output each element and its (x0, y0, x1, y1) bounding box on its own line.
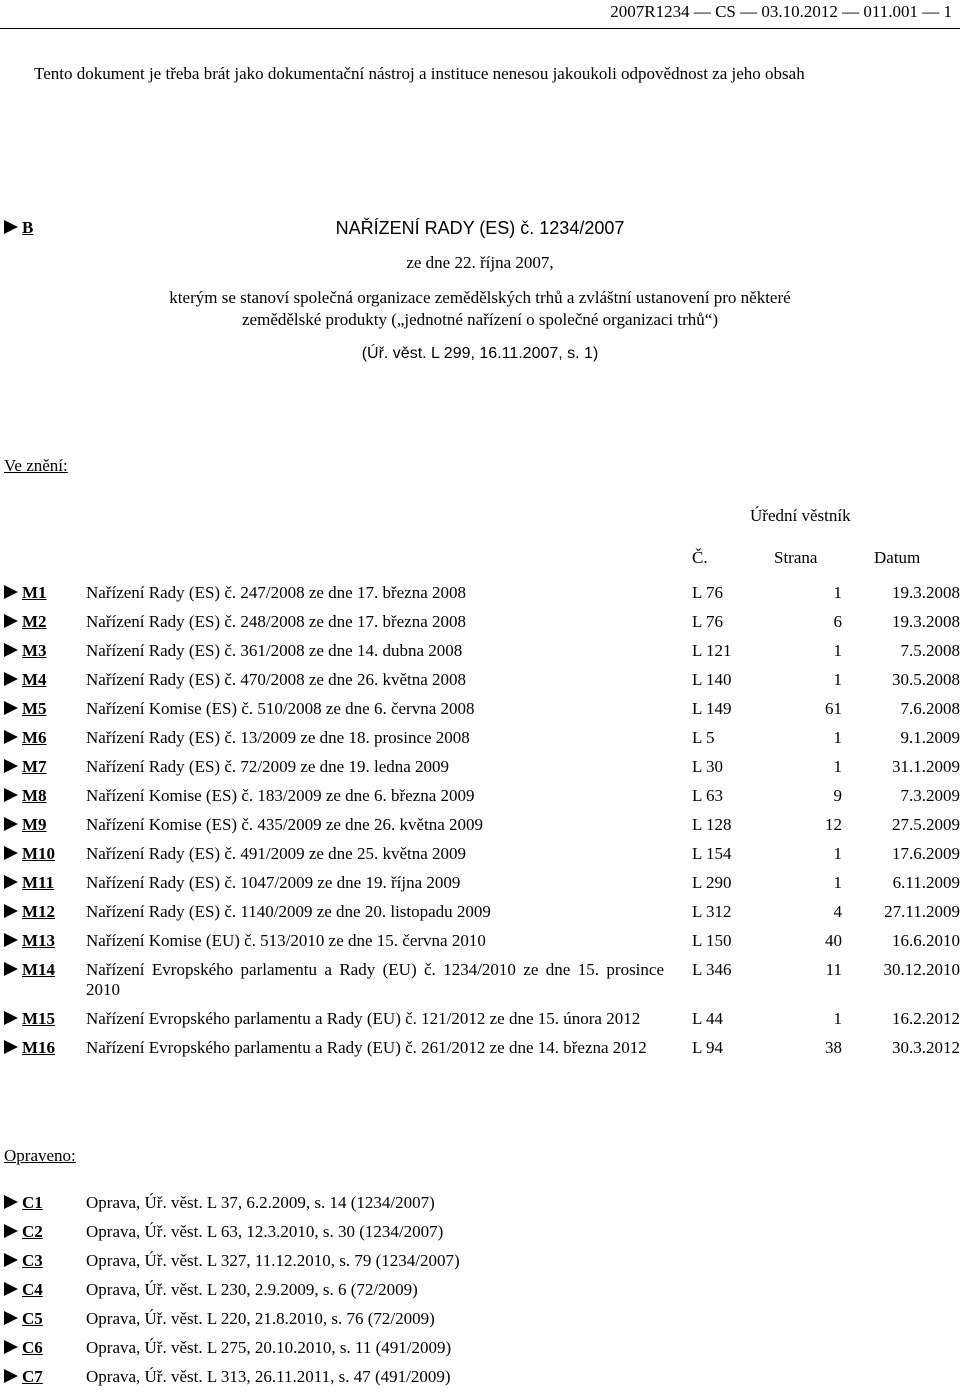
col-header-page: Strana (774, 548, 818, 567)
amendment-oj-number: L 312 (692, 902, 732, 921)
act-date: ze dne 22. října 2007, (406, 253, 554, 272)
disclaimer: Tento dokument je třeba brát jako dokumentační nástroj a instituce nenesou jakoukoli odpovědnost za jeho obsah (34, 64, 805, 83)
amendment-row (4, 815, 960, 844)
amendment-row (4, 786, 960, 815)
marker-code[interactable]: B (22, 218, 34, 237)
correction-marker[interactable] (4, 1367, 86, 1396)
amendment-description: Nařízení Rady (ES) č. 247/2008 ze dne 17. března 2008 (86, 583, 467, 602)
correction-row (4, 1280, 460, 1309)
amendment-marker[interactable] (4, 612, 86, 641)
triangle-icon (4, 1311, 18, 1325)
document-code: 2007R1234 — CS — 03.10.2012 — 011.001 — 1 (610, 2, 952, 21)
amendment-oj-number: L 63 (692, 786, 724, 805)
correction-text: Oprava, Úř. věst. L 275, 20.10.2010, s. 11 (491/2009) (86, 1338, 452, 1357)
amendment-oj-number: L 121 (692, 641, 732, 660)
corrections-table (4, 1193, 460, 1396)
amendment-oj-number: L 140 (692, 670, 732, 689)
amendment-oj-number: L 149 (692, 699, 732, 718)
amendment-code[interactable]: M5 (22, 699, 47, 718)
amendment-marker[interactable] (4, 931, 86, 960)
amendment-row (4, 612, 960, 641)
amendment-marker[interactable] (4, 670, 86, 699)
correction-marker[interactable] (4, 1338, 86, 1367)
amendment-oj-number: L 44 (692, 1009, 724, 1028)
amendment-row (4, 641, 960, 670)
amendment-date: 6.11.2009 (892, 873, 960, 892)
correction-text: Oprava, Úř. věst. L 230, 2.9.2009, s. 6 (72/2009) (86, 1280, 418, 1299)
triangle-icon (4, 875, 18, 889)
correction-text: Oprava, Úř. věst. L 327, 11.12.2010, s. 79 (1234/2007) (86, 1251, 460, 1270)
amendment-row (4, 583, 960, 612)
amendment-row (4, 873, 960, 902)
amendment-page: 1 (833, 844, 842, 863)
amendment-row (4, 1038, 960, 1067)
amendment-code[interactable]: M12 (22, 902, 56, 921)
correction-row (4, 1251, 460, 1280)
correction-code[interactable]: C7 (22, 1367, 43, 1386)
correction-text: Oprava, Úř. věst. L 313, 26.11.2011, s. 47 (491/2009) (86, 1367, 451, 1386)
correction-code[interactable]: C5 (22, 1309, 43, 1328)
correction-code[interactable]: C1 (22, 1193, 43, 1212)
amendments-table (4, 583, 960, 1067)
amended-label: Ve znění: (4, 456, 68, 475)
amendment-row (4, 931, 960, 960)
amendment-description: Nařízení Rady (ES) č. 248/2008 ze dne 17. března 2008 (86, 612, 467, 631)
amendment-description: Nařízení Evropského parlamentu a Rady (EU) č. 261/2012 ze dne 14. března 2012 (86, 1038, 647, 1057)
amendment-oj-number: L 128 (692, 815, 732, 834)
amendment-description: Nařízení Komise (ES) č. 510/2008 ze dne 6. června 2008 (86, 699, 475, 718)
amendment-description: Nařízení Komise (ES) č. 183/2009 ze dne 6. března 2009 (86, 786, 475, 805)
amendment-page: 1 (833, 728, 842, 747)
correction-marker[interactable] (4, 1193, 86, 1222)
amendment-description: Nařízení Evropského parlamentu a Rady (EU) č. 1234/2010 ze dne 15. prosince 2010 (86, 960, 664, 999)
amendment-code[interactable]: M13 (22, 931, 56, 950)
amendment-marker[interactable] (4, 960, 86, 1009)
amendment-oj-number: L 5 (692, 728, 715, 747)
amendment-page: 1 (833, 670, 842, 689)
triangle-icon (4, 1040, 18, 1054)
amendment-row (4, 1009, 960, 1038)
amendment-marker[interactable] (4, 641, 86, 670)
amendment-row (4, 699, 960, 728)
amendment-page: 1 (833, 873, 842, 892)
amendment-description: Nařízení Rady (ES) č. 1047/2009 ze dne 19. října 2009 (86, 873, 461, 892)
triangle-icon (4, 730, 18, 744)
correction-text: Oprava, Úř. věst. L 37, 6.2.2009, s. 14 (1234/2007) (86, 1193, 435, 1212)
col-header-no: Č. (692, 548, 708, 567)
correction-marker[interactable] (4, 1280, 86, 1309)
amendment-code[interactable]: M2 (22, 612, 47, 631)
amendment-description: Nařízení Rady (ES) č. 13/2009 ze dne 18. prosince 2008 (86, 728, 470, 747)
amendment-code[interactable]: M8 (22, 786, 47, 805)
amendment-oj-number: L 290 (692, 873, 732, 892)
correction-row (4, 1193, 460, 1222)
correction-row (4, 1222, 460, 1251)
oj-heading: Úřední věstník (750, 506, 851, 525)
amendment-date: 16.2.2012 (892, 1009, 960, 1028)
triangle-icon (4, 1195, 18, 1209)
amendment-date: 16.6.2010 (892, 931, 960, 950)
amendment-code[interactable]: M4 (22, 670, 47, 689)
amendment-date: 30.12.2010 (883, 960, 960, 979)
amendment-code[interactable]: M3 (22, 641, 47, 660)
amendment-date: 7.5.2008 (900, 641, 960, 660)
triangle-icon (4, 672, 18, 686)
amendment-code[interactable]: M6 (22, 728, 47, 747)
triangle-icon (4, 1282, 18, 1296)
amendment-marker[interactable] (4, 902, 86, 931)
amendment-page: 1 (833, 1009, 842, 1028)
correction-code[interactable]: C4 (22, 1280, 43, 1299)
amendment-oj-number: L 150 (692, 931, 732, 950)
amendment-marker[interactable] (4, 1009, 86, 1038)
amendment-page: 4 (833, 902, 842, 921)
amendment-oj-number: L 154 (692, 844, 732, 863)
amendment-oj-number: L 94 (692, 1038, 724, 1057)
amendment-description: Nařízení Rady (ES) č. 491/2009 ze dne 25. května 2009 (86, 844, 467, 863)
amendment-row (4, 960, 960, 1009)
triangle-icon (4, 962, 18, 976)
amendment-code[interactable]: M11 (22, 873, 55, 892)
amendment-code[interactable]: M15 (22, 1009, 56, 1028)
correction-marker[interactable] (4, 1309, 86, 1338)
amendment-oj-number: L 30 (692, 757, 724, 776)
amendment-page: 1 (833, 583, 842, 602)
correction-marker[interactable] (4, 1251, 86, 1280)
correction-row (4, 1367, 460, 1396)
act-subject-line2: zemědělské produkty („jednotné nařízení o společné organizaci trhů“) (242, 310, 718, 329)
triangle-icon (4, 643, 18, 657)
amendment-date: 27.11.2009 (884, 902, 960, 921)
amendment-description: Nařízení Rady (ES) č. 1140/2009 ze dne 20. listopadu 2009 (86, 902, 491, 921)
amendment-date: 30.3.2012 (892, 1038, 960, 1057)
amendment-page: 6 (833, 612, 842, 631)
amendment-row (4, 757, 960, 786)
amendment-oj-number: L 76 (692, 583, 724, 602)
triangle-icon (4, 1011, 18, 1025)
amendment-page: 12 (825, 815, 842, 834)
amendment-date: 27.5.2009 (892, 815, 960, 834)
amendment-date: 31.1.2009 (892, 757, 960, 776)
triangle-icon (4, 904, 18, 918)
triangle-icon (4, 1224, 18, 1238)
amendment-code[interactable]: M9 (22, 815, 47, 834)
triangle-icon (4, 585, 18, 599)
amendment-code[interactable]: M14 (22, 960, 56, 979)
triangle-icon (4, 846, 18, 860)
amendment-code[interactable]: M16 (22, 1038, 56, 1057)
amendment-row (4, 844, 960, 873)
amendment-code[interactable]: M10 (22, 844, 56, 863)
act-reference: (Úř. věst. L 299, 16.11.2007, s. 1) (361, 345, 599, 362)
triangle-icon (4, 1340, 18, 1354)
corrected-label: Opraveno: (4, 1146, 76, 1165)
amendment-page: 61 (825, 699, 842, 718)
correction-row (4, 1309, 460, 1338)
amendment-description: Nařízení Rady (ES) č. 470/2008 ze dne 26. května 2008 (86, 670, 467, 689)
amendment-description: Nařízení Evropského parlamentu a Rady (EU) č. 121/2012 ze dne 15. února 2012 (86, 1009, 641, 1028)
act-subject-line1: kterým se stanoví společná organizace zemědělských trhů a zvláštní ustanovení pro některé (169, 288, 791, 307)
amendment-page: 9 (833, 786, 842, 805)
amendment-page: 11 (825, 960, 842, 979)
triangle-icon (4, 933, 18, 947)
amendment-marker[interactable] (4, 786, 86, 815)
amendment-page: 1 (833, 757, 842, 776)
amendment-date: 7.3.2009 (900, 786, 960, 805)
amendment-page: 38 (825, 1038, 842, 1057)
amendment-description: Nařízení Komise (ES) č. 435/2009 ze dne 26. května 2009 (86, 815, 484, 834)
amendment-description: Nařízení Rady (ES) č. 72/2009 ze dne 19. ledna 2009 (86, 757, 450, 776)
correction-row (4, 1338, 460, 1367)
correction-code[interactable]: C3 (22, 1251, 43, 1270)
amendment-oj-number: L 76 (692, 612, 724, 631)
correction-marker[interactable] (4, 1222, 86, 1251)
amendment-row (4, 902, 960, 931)
amendment-marker[interactable] (4, 1038, 86, 1067)
triangle-icon (4, 817, 18, 831)
amendment-marker[interactable] (4, 699, 86, 728)
amendment-marker[interactable] (4, 728, 86, 757)
amendment-page: 40 (825, 931, 842, 950)
correction-code[interactable]: C6 (22, 1338, 43, 1357)
amendment-oj-number: L 346 (692, 960, 732, 979)
amendment-marker[interactable] (4, 583, 86, 612)
amendment-code[interactable]: M1 (22, 583, 47, 602)
amendment-description: Nařízení Komise (EU) č. 513/2010 ze dne 15. června 2010 (86, 931, 486, 950)
correction-text: Oprava, Úř. věst. L 63, 12.3.2010, s. 30 (1234/2007) (86, 1222, 444, 1241)
amendment-marker[interactable] (4, 873, 86, 902)
header-divider (0, 28, 960, 29)
correction-code[interactable]: C2 (22, 1222, 43, 1241)
amendment-marker[interactable] (4, 815, 86, 844)
triangle-icon (4, 788, 18, 802)
triangle-icon (4, 759, 18, 773)
amendment-page: 1 (833, 641, 842, 660)
amendment-marker[interactable] (4, 844, 86, 873)
amendment-marker[interactable] (4, 757, 86, 786)
act-title: NAŘÍZENÍ RADY (ES) č. 1234/2007 (335, 218, 625, 238)
amendment-row (4, 728, 960, 757)
amendment-date: 17.6.2009 (892, 844, 960, 863)
triangle-icon (4, 614, 18, 628)
amendment-date: 19.3.2008 (892, 583, 960, 602)
triangle-icon (4, 1253, 18, 1267)
amendment-code[interactable]: M7 (22, 757, 47, 776)
col-header-date: Datum (874, 548, 921, 567)
amendment-date: 9.1.2009 (900, 728, 960, 747)
amendment-date: 30.5.2008 (892, 670, 960, 689)
triangle-icon (4, 1369, 18, 1383)
triangle-icon (4, 701, 18, 715)
amendment-row (4, 670, 960, 699)
correction-text: Oprava, Úř. věst. L 220, 21.8.2010, s. 76 (72/2009) (86, 1309, 435, 1328)
amendment-date: 7.6.2008 (900, 699, 960, 718)
amendment-description: Nařízení Rady (ES) č. 361/2008 ze dne 14. dubna 2008 (86, 641, 463, 660)
amendment-date: 19.3.2008 (892, 612, 960, 631)
